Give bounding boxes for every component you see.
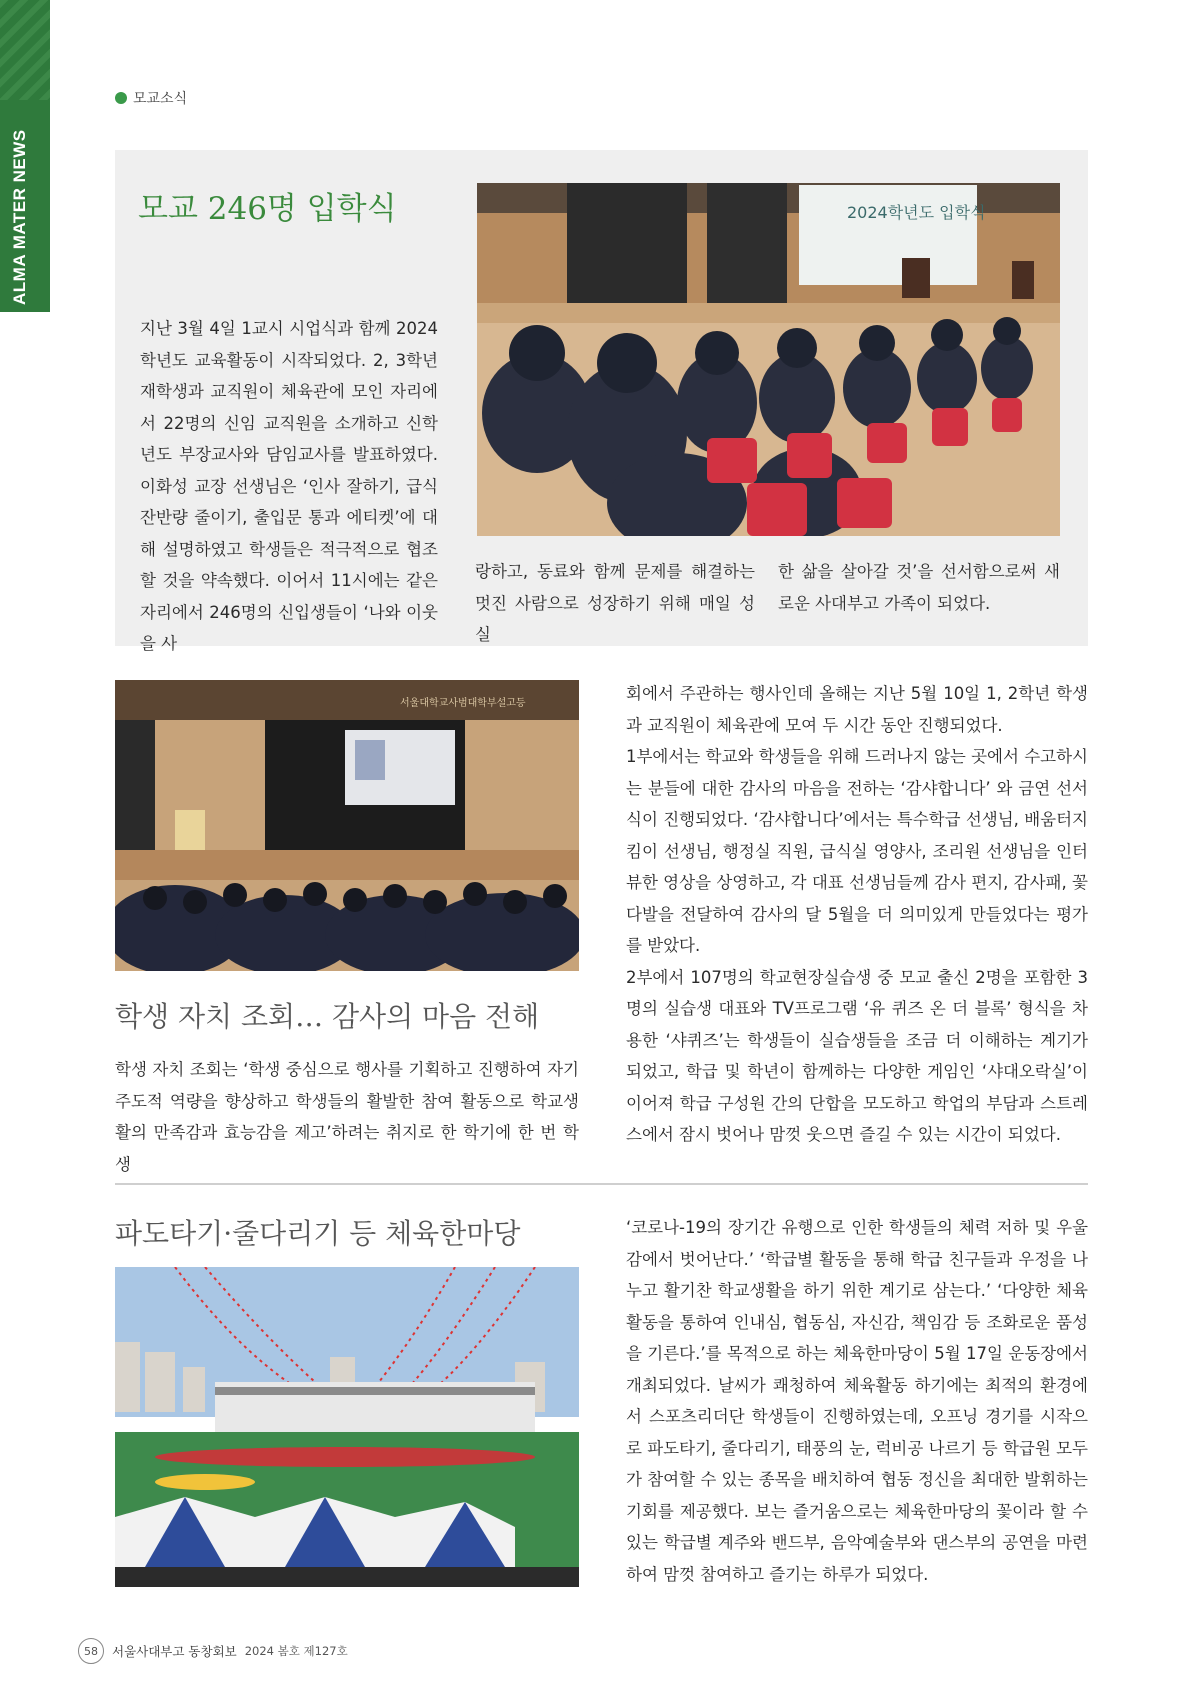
article2-title: 학생 자치 조회… 감사의 마음 전해 [115,1000,540,1033]
section-label-text: 모교소식 [133,91,188,107]
page-number: 58 [78,1638,104,1664]
student-assembly-photo [115,680,579,971]
article2-right-p2: 1부에서는 학교와 학생들을 위해 드러나지 않는 곳에서 수고하시는 분들에 대한 감사의 마음을 전하는 ‘감샤합니다’ 와 금연 선서식이 진행되었다. ‘감샤합니다’에서는 특수학급 선생님, 배움터지킴이 선생님, 행정실 직원, 급식실 영양사, 조리원 선생님을 인터뷰한 영상을 상영하고, 각 대표 선생님들께 감사 편지, 감사패, 꽃다발을 전달하여 감사의 달 5월을 더 의미있게 만들었다는 평가를 받았다. [626,747,1088,955]
section-label [115,88,187,108]
issue-info: 2024 봄호 제127호 [244,1644,348,1658]
assembly-banner-text: 서울대학교사범대학부설고등 [400,698,526,709]
side-tab [0,0,50,312]
article1-col3: 한 삶을 살아갈 것’을 선서함으로써 새로운 사대부고 가족이 되었다. [778,562,1060,613]
article3-title: 파도타기·줄다리기 등 체육한마당 [115,1217,521,1250]
entrance-ceremony-photo [477,183,1060,536]
article2-right-p3: 2부에서 107명의 학교현장실습생 중 모교 출신 2명을 포함한 3명의 실습생 대표와 TV프로그램 ‘유 퀴즈 온 더 블록’ 형식을 차용한 ‘샤퀴즈’는 학생들이 실습생들을 조금 더 이해하는 계기가 되었고, 학급 및 학년이 함께하는 다양한 게임인 ‘샤대오락실’이 이어져 학급 구성원 간의 단합을 모도하고 학업의 부담과 스트레스에서 잠시 벗어나 맘껏 웃으면 즐길 수 있는 시간이 되었다. [626,967,1088,1144]
publication-name: 서울사대부고 동창회보 [112,1644,237,1659]
side-tab-text: ALMA MATER NEWS [10,129,29,305]
article2-left-text: 학생 자치 조회는 ‘학생 중심으로 행사를 기획하고 진행하여 자기 주도적 역량을 향상하고 학생들의 활발한 참여 활동으로 학교생활의 만족감과 효능감을 제고’하려는 취지로 한 학기에 한 번 학생 [115,1060,579,1174]
article1-col2: 랑하고, 동료와 함께 문제를 해결하는 멋진 사람으로 성장하기 위해 매일 성실 [475,562,755,644]
sports-day-photo [115,1267,579,1587]
article3-right-text: ‘코로나-19의 장기간 유행으로 인한 학생들의 체력 저하 및 우울감에서 벗어난다.’ ‘학급별 활동을 통해 학급 친구들과 우정을 나누고 활기찬 학교생활을 하기 위한 계기로 삼는다.’ ‘다양한 체육활동을 통하여 인내심, 협동심, 자신감, 책임감 등 조화로운 품성을 기른다.’를 목적으로 하는 체육한마당이 5월 17일 운동장에서 개최되었다. 날씨가 쾌청하여 체육활동 하기에는 최적의 환경에서 스포츠리더단 학생들이 진행하였는데, 오프닝 경기를 시작으로 파도타기, 줄다리기, 태풍의 눈, 럭비공 나르기 등 학급원 모두가 참여할 수 있는 종목을 배치하여 협동 정신을 최대한 발휘하는 기회를 제공했다. 보는 즐거움으로는 체육한마당의 꽃이라 할 수 있는 학급별 계주와 밴드부, 음악예술부와 댄스부의 공연을 마련하여 맘껏 참여하고 즐기는 하루가 되었다. [626,1218,1088,1584]
section-dot-icon [115,92,127,104]
side-tab-pattern [0,0,50,100]
article2-right-p1: 회에서 주관하는 행사인데 올해는 지난 5월 10일 1, 2학년 학생과 교직원이 체육관에 모여 두 시간 동안 진행되었다. [626,684,1088,735]
article1-col1: 지난 3월 4일 1교시 시업식과 함께 2024학년도 교육활동이 시작되었다. 2, 3학년 재학생과 교직원이 체육관에 모인 자리에서 22명의 신임 교직원을 소개하고 신학년도 부장교사와 담임교사를 발표하였다. 이화성 교장 선생님은 ‘인사 잘하기, 급식 잔반량 줄이기, 출입문 통과 에티켓’에 대해 설명하였고 학생들은 적극적으로 협조할 것을 약속했다. 이어서 11시에는 같은 자리에서 246명의 신입생들이 ‘나와 이웃을 사 [140,319,438,653]
entrance-screen-text: 2024학년도 입학식 [847,203,986,222]
article2-right-column [626,678,1088,1151]
article1-title: 모교 246명 입학식 [138,191,397,227]
page-footer [78,1638,348,1664]
section-divider [115,1183,1088,1185]
